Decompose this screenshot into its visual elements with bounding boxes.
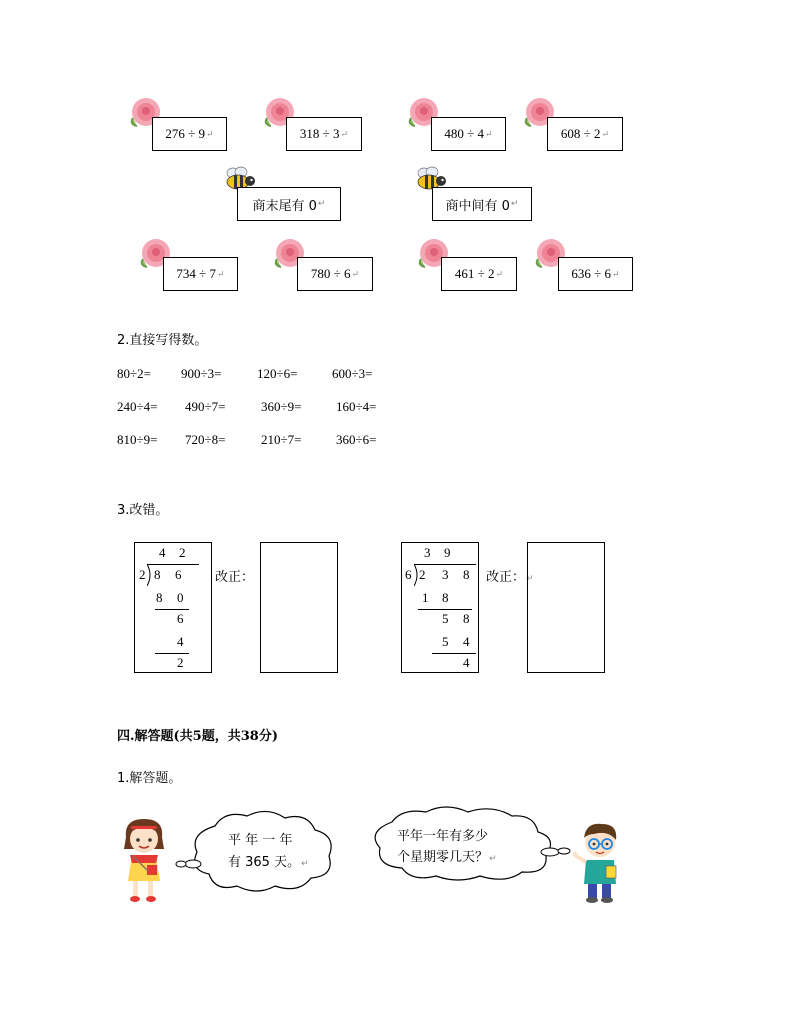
math-item: 810÷9= [117, 432, 158, 447]
divisor: 2 [139, 567, 146, 582]
division-box: 276 ÷ 9 ↵ [152, 117, 227, 151]
correction-answer-box-1[interactable] [260, 542, 338, 673]
girl-cloud-line-2: 有 365 天。↵ [228, 855, 309, 870]
subtraction-line [155, 653, 189, 654]
math-item: 160÷4= [336, 399, 377, 414]
subtraction-line [418, 609, 472, 610]
division-box: 608 ÷ 2 ↵ [547, 117, 623, 151]
division-box: 461 ÷ 2 ↵ [441, 257, 517, 291]
quotient-digit: 4 [159, 545, 166, 560]
division-box: 780 ÷ 6 ↵ [297, 257, 373, 291]
division-bracket [147, 564, 153, 586]
division-box: 318 ÷ 3 ↵ [286, 117, 362, 151]
boy-cloud-line-2: 个星期零几天？↵ [397, 850, 497, 865]
girl-cloud-line-1: 平 年 一 年 [228, 833, 293, 848]
step-digit: 5 [442, 634, 449, 649]
long-division-1 [134, 542, 212, 673]
dividend-digit: 2 [419, 567, 426, 582]
division-bar [147, 564, 199, 565]
step-digit: 8 [463, 611, 470, 626]
math-item: 120÷6= [257, 366, 298, 381]
step-digit: 0 [177, 590, 184, 605]
step-digit: 1 [422, 590, 429, 605]
correction-answer-box-2[interactable] [527, 542, 605, 673]
quotient-digit: 9 [444, 545, 451, 560]
section-3-title: 3.改错。 [117, 503, 169, 518]
quotient-digit: 2 [179, 545, 186, 560]
bee-label-box: 商中间有 0 ↵ [432, 187, 532, 221]
remainder: 4 [463, 655, 470, 670]
bee-label-box: 商末尾有 0 ↵ [237, 187, 341, 221]
boy-cloud-line-1: 平年一年有多少 [397, 829, 489, 844]
step-digit: 8 [442, 590, 449, 605]
quotient-digit: 3 [424, 545, 431, 560]
step-digit: 4 [463, 634, 470, 649]
division-box: 480 ÷ 4 ↵ [431, 117, 506, 151]
boy-illustration [572, 818, 626, 906]
dividend-digit: 3 [442, 567, 449, 582]
division-bar [414, 564, 476, 565]
step-digit: 4 [177, 634, 184, 649]
section-2-title: 2.直接写得数。 [117, 333, 208, 348]
math-item: 360÷6= [336, 432, 377, 447]
math-item: 210÷7= [261, 432, 302, 447]
math-item: 240÷4= [117, 399, 158, 414]
divisor: 6 [405, 567, 412, 582]
math-item: 80÷2= [117, 366, 151, 381]
dividend-digit: 6 [175, 567, 182, 582]
step-digit: 8 [156, 590, 163, 605]
math-item: 600÷3= [332, 366, 373, 381]
math-item: 720÷8= [185, 432, 226, 447]
correction-label: 改正：↵ [486, 570, 534, 585]
math-item: 490÷7= [185, 399, 226, 414]
division-box: 636 ÷ 6 ↵ [558, 257, 633, 291]
dividend-digit: 8 [154, 567, 161, 582]
correction-label: 改正： [215, 570, 255, 585]
section-4-heading: 四.解答题(共5题，共38分) [117, 729, 278, 744]
division-box: 734 ÷ 7 ↵ [163, 257, 238, 291]
step-digit: 6 [177, 611, 184, 626]
math-item: 900÷3= [181, 366, 222, 381]
long-division-2 [401, 542, 479, 673]
question-1-title: 1.解答题。 [117, 771, 182, 786]
girl-illustration [118, 815, 170, 907]
subtraction-line [155, 609, 189, 610]
math-item: 360÷9= [261, 399, 302, 414]
step-digit: 5 [442, 611, 449, 626]
remainder: 2 [177, 655, 184, 670]
subtraction-line [432, 653, 476, 654]
dividend-digit: 8 [463, 567, 470, 582]
